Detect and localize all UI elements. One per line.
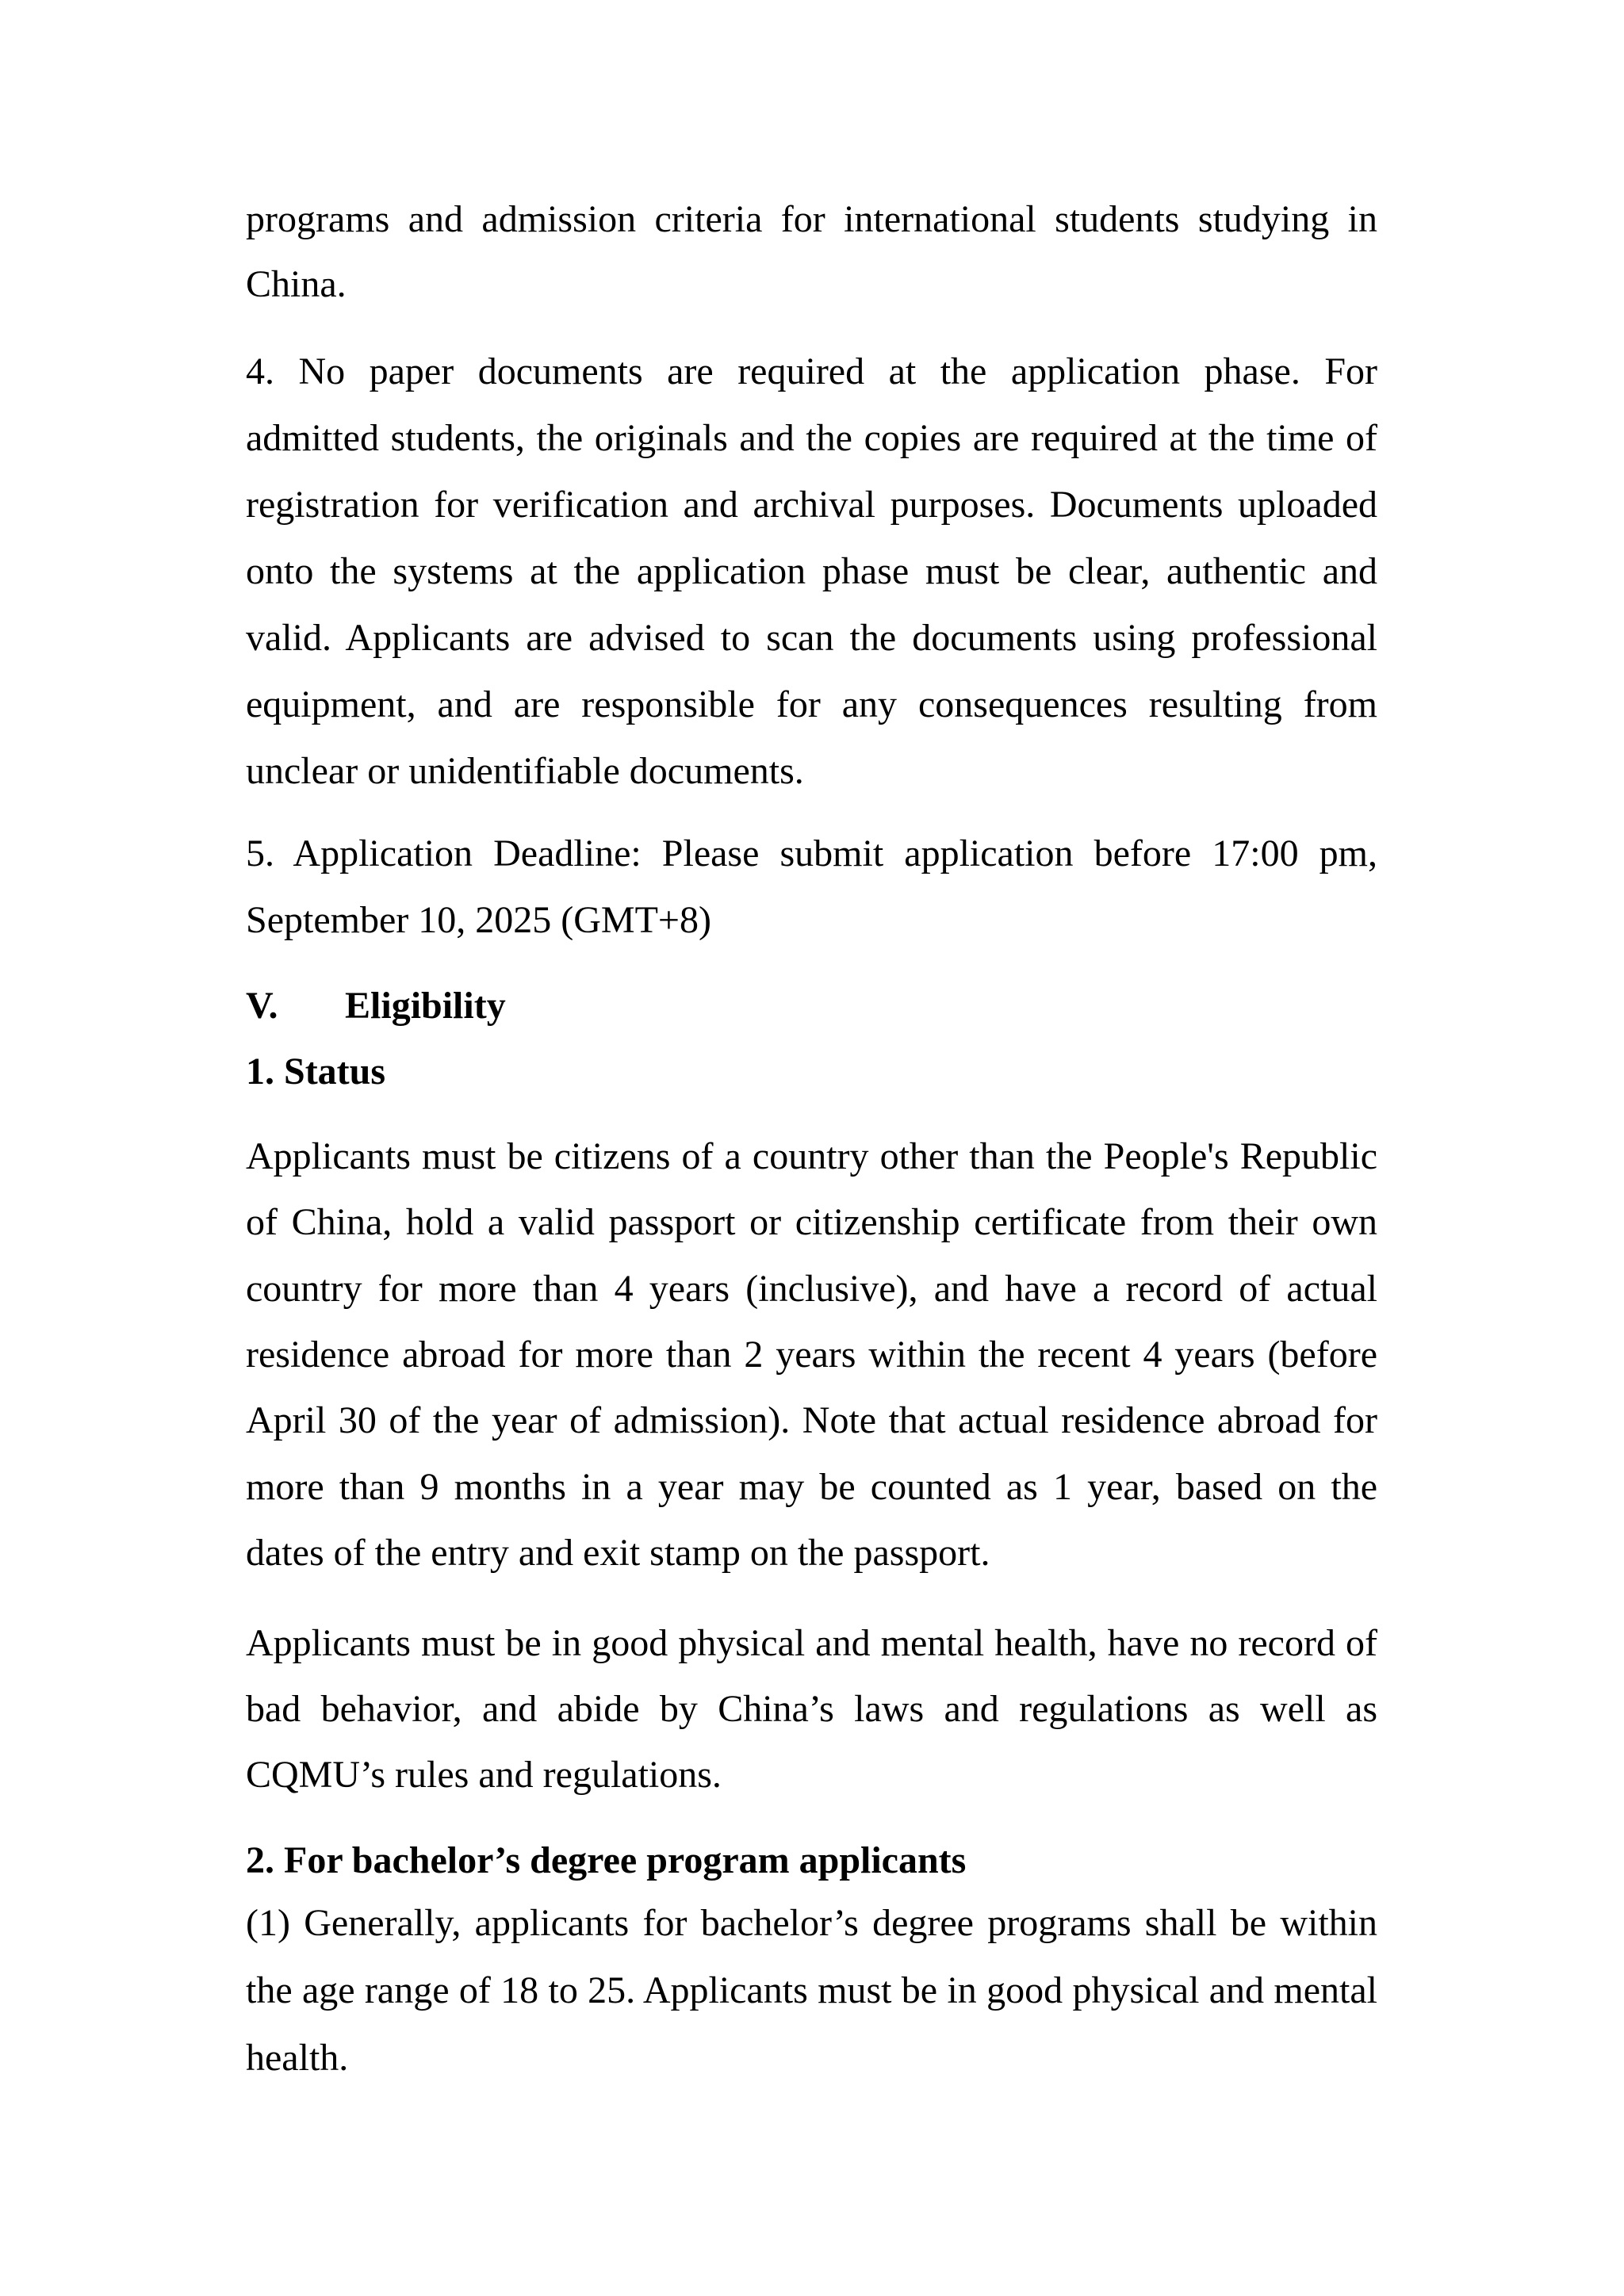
item-5-line: September 10, 2025 (GMT+8) bbox=[246, 899, 711, 941]
status-paragraph-line: of China, hold a valid passport or citizenship certificate from their own bbox=[246, 1201, 1377, 1243]
item-4-line: registration for verification and archival purposes. Documents uploaded bbox=[246, 484, 1377, 526]
item-4-line: admitted students, the originals and the copies are required at the time of bbox=[246, 417, 1377, 459]
item-5-line: 5. Application Deadline: Please submit application before 17:00 pm, bbox=[246, 832, 1377, 874]
status-paragraph-line: country for more than 4 years (inclusive), and have a record of actual bbox=[246, 1268, 1377, 1310]
status-paragraph-line: April 30 of the year of admission). Note that actual residence abroad for bbox=[246, 1399, 1377, 1441]
status-paragraph-line: Applicants must be citizens of a country other than the People's Republic bbox=[246, 1135, 1377, 1177]
item-4-line: 4. No paper documents are required at the application phase. For bbox=[246, 350, 1377, 392]
status-paragraph-line: more than 9 months in a year may be counted as 1 year, based on the bbox=[246, 1466, 1377, 1508]
health-paragraph-line: CQMU’s rules and regulations. bbox=[246, 1754, 722, 1796]
subsection-heading-status: 1. Status bbox=[246, 1050, 386, 1093]
item-4-line: onto the systems at the application phase must be clear, authentic and bbox=[246, 550, 1377, 592]
item-4-line: valid. Applicants are advised to scan the documents using professional bbox=[246, 617, 1377, 659]
status-paragraph-line: residence abroad for more than 2 years within the recent 4 years (before bbox=[246, 1334, 1377, 1376]
health-paragraph-line: bad behavior, and abide by China’s laws and regulations as well as bbox=[246, 1688, 1377, 1730]
section-number: V. bbox=[246, 985, 278, 1027]
item-4-line: unclear or unidentifiable documents. bbox=[246, 750, 804, 792]
paragraph-line: programs and admission criteria for international students studying in bbox=[246, 198, 1377, 240]
section-title: Eligibility bbox=[345, 985, 506, 1027]
subsection-heading-bachelor: 2. For bachelor’s degree program applicants bbox=[246, 1839, 967, 1881]
bachelor-item-line: the age range of 18 to 25. Applicants must be in good physical and mental bbox=[246, 1969, 1377, 2011]
bachelor-item-line: (1) Generally, applicants for bachelor’s degree programs shall be within bbox=[246, 1902, 1377, 1944]
health-paragraph-line: Applicants must be in good physical and mental health, have no record of bbox=[246, 1622, 1377, 1664]
bachelor-item-line: health. bbox=[246, 2037, 349, 2079]
item-4-line: equipment, and are responsible for any consequences resulting from bbox=[246, 683, 1377, 725]
status-paragraph-line: dates of the entry and exit stamp on the passport. bbox=[246, 1532, 990, 1574]
paragraph-line: China. bbox=[246, 263, 347, 305]
